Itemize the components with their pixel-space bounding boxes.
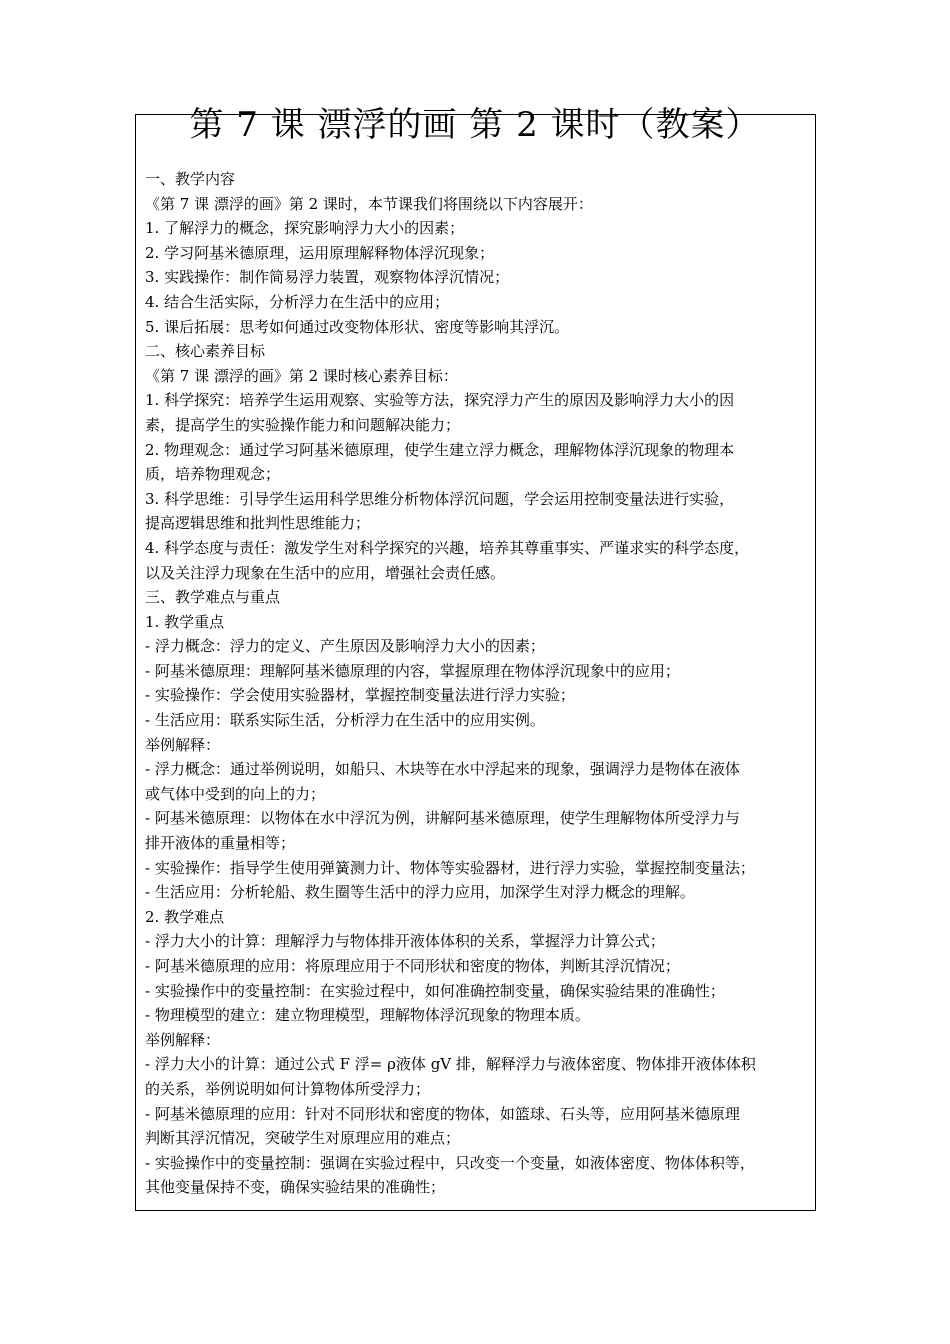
text-line: 的关系，举例说明如何计算物体所受浮力； xyxy=(145,1079,431,1098)
text-line: 举例解释： xyxy=(145,735,221,754)
text-line: - 实验操作中的变量控制：强调在实验过程中，只改变一个变量，如液体密度、物体体积等， xyxy=(145,1153,755,1172)
text-line: 一、教学内容 xyxy=(145,170,236,188)
text-line: 4. 结合生活实际，分析浮力在生活中的应用； xyxy=(145,292,450,311)
text-line: - 浮力概念：通过举例说明，如船只、木块等在水中浮起来的现象，强调浮力是物体在液体 xyxy=(145,760,740,779)
text-line: 2. 学习阿基米德原理，运用原理解释物体浮沉现象； xyxy=(145,243,495,262)
text-line: - 实验操作：学会使用实验器材，掌握控制变量法进行浮力实验； xyxy=(145,686,575,705)
text-line: - 生活应用：联系实际生活，分析浮力在生活中的应用实例。 xyxy=(145,711,545,730)
text-line: 《第 7 课 漂浮的画》第 2 课时核心素养目标： xyxy=(145,366,458,385)
text-line: 其他变量保持不变，确保实验结果的准确性； xyxy=(145,1178,446,1197)
text-line: 举例解释： xyxy=(145,1030,221,1049)
text-line: 质，培养物理观念； xyxy=(145,465,281,484)
text-line: 或气体中受到的向上的力； xyxy=(145,784,326,803)
text-line: 1. 了解浮力的概念，探究影响浮力大小的因素； xyxy=(145,219,465,238)
text-line: - 实验操作中的变量控制：在实验过程中，如何准确控制变量，确保实验结果的准确性； xyxy=(145,981,725,1000)
lesson-content xyxy=(145,167,813,1200)
text-line: - 阿基米德原理的应用：针对不同形状和密度的物体，如篮球、石头等，应用阿基米德原理 xyxy=(145,1104,740,1123)
text-line: 素，提高学生的实验操作能力和问题解决能力； xyxy=(145,415,461,434)
text-line: 3. 实践操作：制作简易浮力装置，观察物体浮沉情况； xyxy=(145,268,510,287)
text-line: - 物理模型的建立：建立物理模型，理解物体浮沉现象的物理本质。 xyxy=(145,1006,590,1025)
text-line: 2. 教学难点 xyxy=(145,907,225,926)
text-line: - 阿基米德原理的应用：将原理应用于不同形状和密度的物体，判断其浮沉情况； xyxy=(145,957,680,975)
text-line: 二、核心素养目标 xyxy=(145,342,266,361)
text-line: 以及关注浮力现象在生活中的应用，增强社会责任感。 xyxy=(145,563,506,582)
text-line: 《第 7 课 漂浮的画》第 2 课时，本节课我们将围绕以下内容展开： xyxy=(145,194,593,213)
text-line: 2. 物理观念：通过学习阿基米德原理，使学生建立浮力概念，理解物体浮沉现象的物理本 xyxy=(145,440,735,459)
text-line: - 实验操作：指导学生使用弹簧测力计、物体等实验器材，进行浮力实验，掌握控制变量法； xyxy=(145,858,755,877)
page-title: 第 7 课 漂浮的画 第 2 课时（教案） xyxy=(189,105,761,145)
text-line: - 浮力概念：浮力的定义、产生原因及影响浮力大小的因素； xyxy=(145,637,545,656)
text-line: 1. 科学探究：培养学生运用观察、实验等方法，探究浮力产生的原因及影响浮力大小的因 xyxy=(145,391,735,410)
text-line: 3. 科学思维：引导学生运用科学思维分析物体浮沉问题，学会运用控制变量法进行实验， xyxy=(145,489,735,508)
text-line: 1. 教学重点 xyxy=(145,612,225,631)
text-line: 三、教学难点与重点 xyxy=(145,588,281,607)
text-line: - 生活应用：分析轮船、救生圈等生活中的浮力应用，加深学生对浮力概念的理解。 xyxy=(145,883,695,902)
text-line: 排开液体的重量相等； xyxy=(145,834,296,853)
text-line: 4. 科学态度与责任：激发学生对科学探究的兴趣，培养其尊重事实、严谨求实的科学态度， xyxy=(145,538,750,557)
text-line: 判断其浮沉情况，突破学生对原理应用的难点； xyxy=(145,1129,461,1148)
text-line: - 浮力大小的计算：通过公式 F 浮= ρ液体 gV 排，解释浮力与液体密度、物体排开液体体积 xyxy=(145,1055,756,1074)
text-line: 5. 课后拓展：思考如何通过改变物体形状、密度等影响其浮沉。 xyxy=(145,317,570,336)
text-line: - 阿基米德原理：以物体在水中浮沉为例，讲解阿基米德原理，使学生理解物体所受浮力与 xyxy=(145,809,740,828)
text-line: - 阿基米德原理：理解阿基米德原理的内容，掌握原理在物体浮沉现象中的应用； xyxy=(145,661,680,680)
text-line: 提高逻辑思维和批判性思维能力； xyxy=(145,514,371,533)
text-line: - 浮力大小的计算：理解浮力与物体排开液体体积的关系，掌握浮力计算公式； xyxy=(145,932,665,951)
